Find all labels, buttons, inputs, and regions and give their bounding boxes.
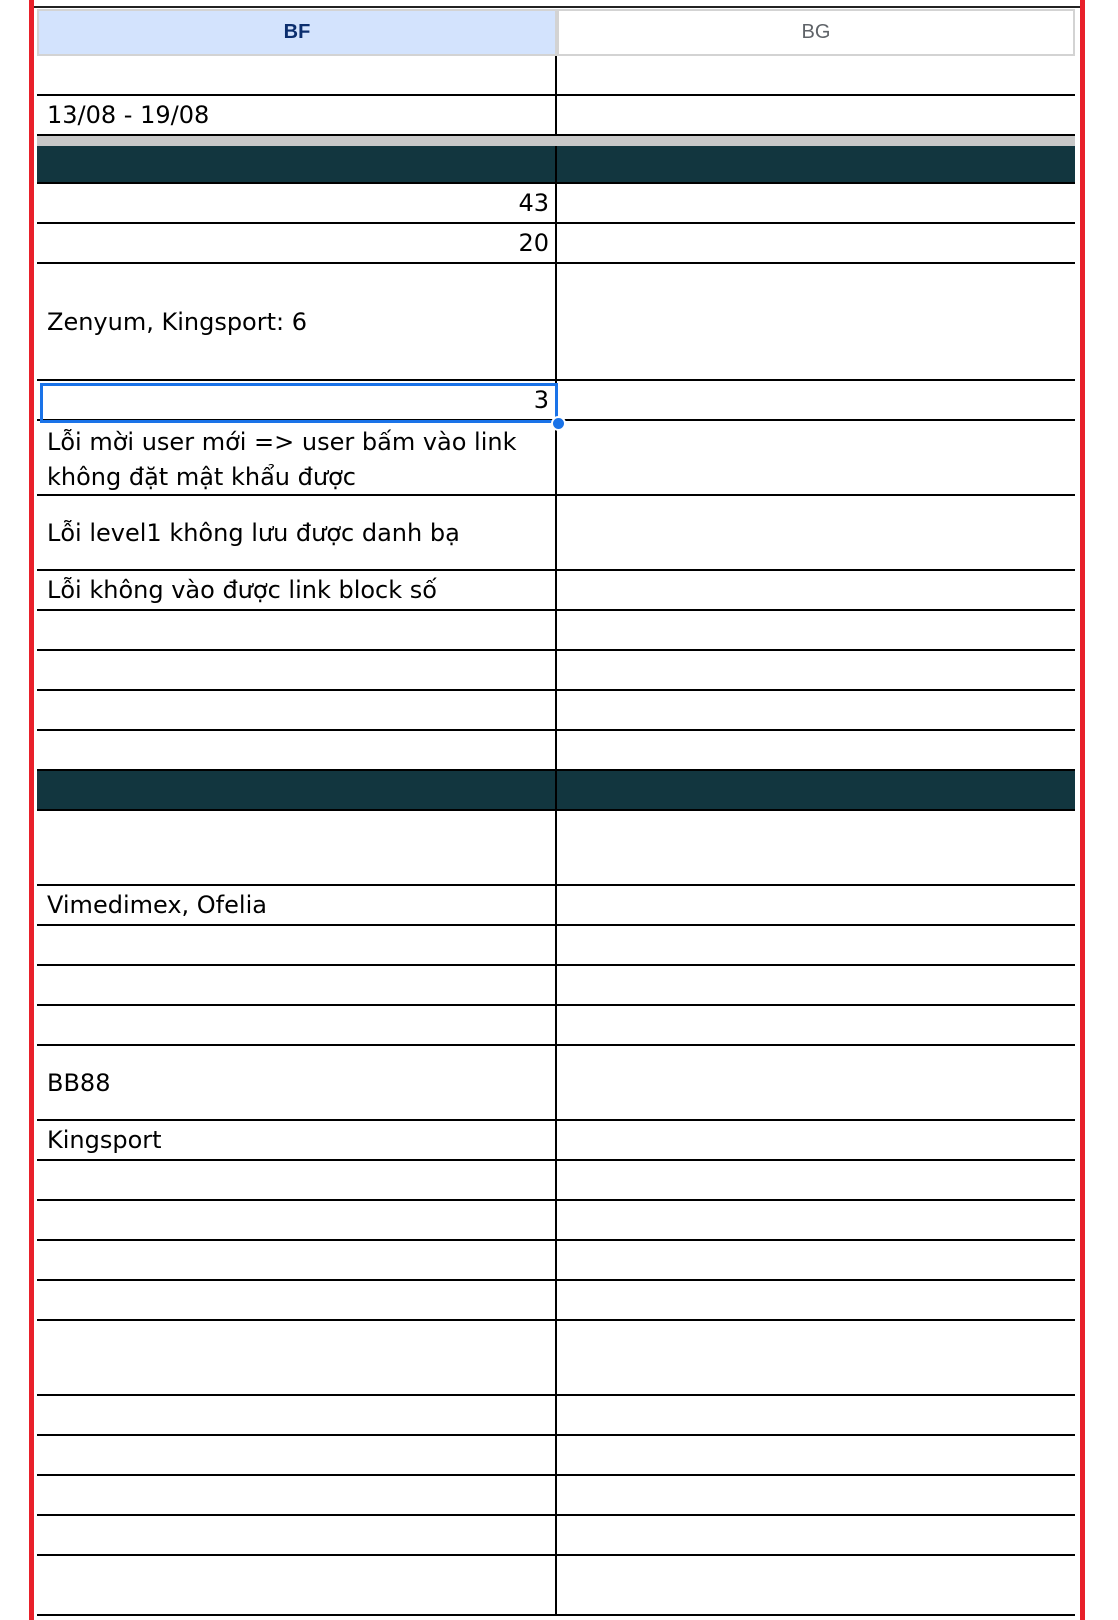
table-row: [37, 926, 1075, 966]
cell-bf[interactable]: [37, 1476, 557, 1514]
table-row: [37, 886, 1075, 926]
cell-bf[interactable]: [37, 1321, 557, 1394]
cell-bg[interactable]: [557, 96, 1075, 134]
cell-bg[interactable]: [557, 771, 1075, 809]
section-band-row: [37, 771, 1075, 811]
cell-bf[interactable]: Zenyum, Kingsport: 6: [37, 264, 557, 379]
cell-bf[interactable]: Kingsport: [37, 1121, 557, 1159]
table-row: [37, 1161, 1075, 1201]
table-row: [37, 1476, 1075, 1516]
cell-bg[interactable]: [557, 1396, 1075, 1434]
table-row: [37, 731, 1075, 771]
cell-bf[interactable]: [37, 611, 557, 649]
cell-bf[interactable]: [37, 811, 557, 884]
table-row: [37, 1321, 1075, 1396]
table-row: [37, 381, 1075, 421]
cell-bg[interactable]: [557, 651, 1075, 689]
table-row: [37, 496, 1075, 571]
cell-bg[interactable]: [557, 1006, 1075, 1044]
cell-bg[interactable]: [557, 926, 1075, 964]
cell-bf[interactable]: Lỗi không vào được link block số: [37, 571, 557, 609]
cell-bg[interactable]: [557, 811, 1075, 884]
cell-bg[interactable]: [557, 1241, 1075, 1279]
cell-bg[interactable]: [557, 421, 1075, 494]
cell-bg[interactable]: [557, 496, 1075, 569]
table-row: [37, 571, 1075, 611]
cell-bg[interactable]: [557, 1201, 1075, 1239]
cell-bf[interactable]: [37, 1006, 557, 1044]
cell-bg[interactable]: [557, 571, 1075, 609]
table-row: [37, 691, 1075, 731]
cell-bf[interactable]: [37, 731, 557, 769]
cell-bf[interactable]: 43: [37, 184, 557, 222]
table-row: [37, 56, 1075, 96]
table-row: [37, 1046, 1075, 1121]
frozen-column-left-border: [29, 0, 34, 1620]
cell-bf[interactable]: [37, 1281, 557, 1319]
cell-bf[interactable]: [37, 966, 557, 1004]
cell-bf[interactable]: Lỗi mời user mới => user bấm vào link không đặt mật khẩu được: [37, 421, 557, 494]
cell-bg[interactable]: [557, 1476, 1075, 1514]
cell-bg[interactable]: [557, 146, 1075, 182]
cell-bg[interactable]: [557, 691, 1075, 729]
cell-bf[interactable]: [37, 771, 557, 809]
cell-bf[interactable]: [37, 1516, 557, 1554]
cell-bg[interactable]: [557, 1436, 1075, 1474]
cell-bf[interactable]: [37, 146, 557, 182]
table-row: [37, 966, 1075, 1006]
cell-bf[interactable]: 3: [37, 381, 557, 419]
table-row: [37, 264, 1075, 381]
cell-bf[interactable]: BB88: [37, 1046, 557, 1119]
table-row: [37, 1121, 1075, 1161]
table-row: [37, 184, 1075, 224]
table-row: [37, 421, 1075, 496]
cell-bg[interactable]: [557, 1121, 1075, 1159]
table-row: [37, 1201, 1075, 1241]
cell-bf[interactable]: Vimedimex, Ofelia: [37, 886, 557, 924]
cell-bf[interactable]: [37, 1161, 557, 1199]
cell-bg[interactable]: [557, 264, 1075, 379]
cell-bg[interactable]: [557, 886, 1075, 924]
section-band-row: [37, 146, 1075, 184]
table-row: [37, 1281, 1075, 1321]
cell-bg[interactable]: [557, 56, 1075, 94]
table-row: [37, 96, 1075, 136]
cell-bf[interactable]: [37, 926, 557, 964]
cell-bg[interactable]: [557, 184, 1075, 222]
table-row: [37, 1396, 1075, 1436]
cell-bg[interactable]: [557, 1161, 1075, 1199]
cell-bf[interactable]: [37, 1241, 557, 1279]
freeze-divider[interactable]: [37, 136, 1075, 146]
table-row: [37, 651, 1075, 691]
cell-bf[interactable]: [37, 1436, 557, 1474]
cell-bg[interactable]: [557, 1046, 1075, 1119]
cell-bf[interactable]: [37, 1556, 557, 1614]
cell-bf[interactable]: [37, 1396, 557, 1434]
cell-bg[interactable]: [557, 1281, 1075, 1319]
cell-bg[interactable]: [557, 731, 1075, 769]
cell-bf[interactable]: [37, 56, 557, 94]
cell-bf[interactable]: [37, 691, 557, 729]
cell-bg[interactable]: [557, 224, 1075, 262]
table-row: [37, 1436, 1075, 1476]
table-row: [37, 811, 1075, 886]
table-row: [37, 1006, 1075, 1046]
table-row: [37, 1241, 1075, 1281]
column-header-bg[interactable]: BG: [557, 9, 1075, 56]
cell-bf[interactable]: Lỗi level1 không lưu được danh bạ: [37, 496, 557, 569]
cell-bf[interactable]: [37, 1201, 557, 1239]
frozen-column-right-border: [1080, 0, 1085, 1620]
cell-bg[interactable]: [557, 1321, 1075, 1394]
cell-bg[interactable]: [557, 966, 1075, 1004]
cell-bf[interactable]: 20: [37, 224, 557, 262]
top-border-line: [34, 6, 1080, 8]
frozen-row-separator: [37, 136, 1075, 146]
cell-bg[interactable]: [557, 1556, 1075, 1614]
fill-handle[interactable]: [551, 416, 566, 431]
table-row: [37, 224, 1075, 264]
table-row: [37, 1556, 1075, 1616]
cell-bg[interactable]: [557, 611, 1075, 649]
table-row: [37, 611, 1075, 651]
cell-bg[interactable]: [557, 381, 1075, 419]
column-header-bf[interactable]: BF: [37, 9, 557, 56]
cell-bg[interactable]: [557, 1516, 1075, 1554]
sheet-grid: [37, 56, 1075, 1616]
cell-bf[interactable]: [37, 651, 557, 689]
cell-bf[interactable]: 13/08 - 19/08: [37, 96, 557, 134]
table-row: [37, 1516, 1075, 1556]
